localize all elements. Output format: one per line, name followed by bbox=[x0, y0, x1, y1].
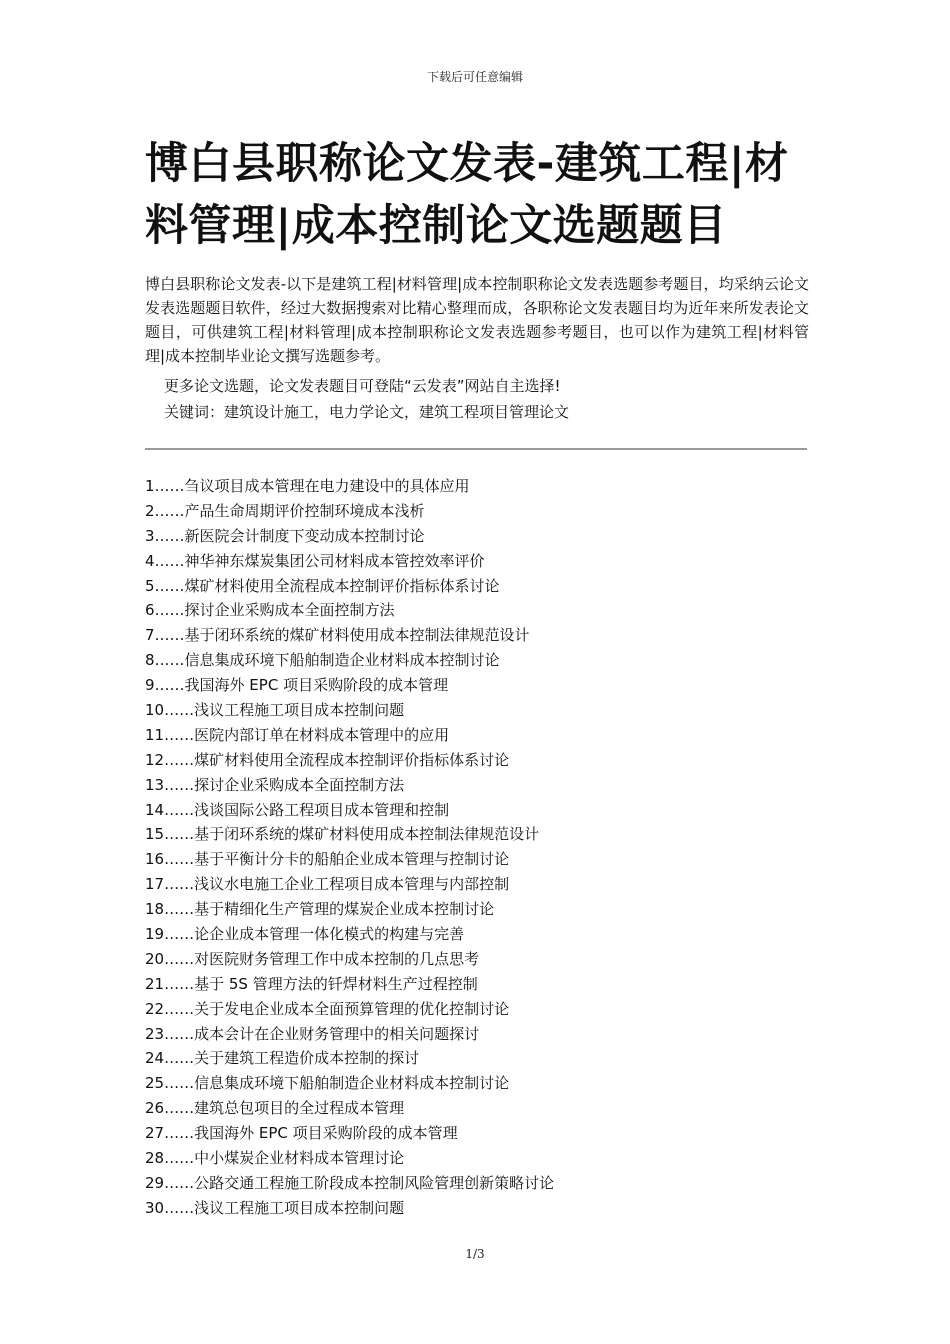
topic-item: 28……中小煤炭企业材料成本管理讨论 bbox=[145, 1149, 405, 1168]
topic-item: 21……基于 5S 管理方法的钎焊材料生产过程控制 bbox=[145, 974, 478, 993]
topic-item: 19……论企业成本管理一体化模式的构建与完善 bbox=[145, 925, 465, 944]
keywords-line: 关键词：建筑设计施工，电力学论文，建筑工程项目管理论文 bbox=[164, 403, 570, 421]
topic-item: 5……煤矿材料使用全流程成本控制评价指标体系讨论 bbox=[145, 576, 500, 595]
topic-item: 9……我国海外 EPC 项目采购阶段的成本管理 bbox=[145, 676, 449, 695]
more-topics-note: 更多论文选题，论文发表题目可登陆“云发表”网站自主选择! bbox=[164, 377, 561, 395]
topic-item: 18……基于精细化生产管理的煤炭企业成本控制讨论 bbox=[145, 900, 495, 919]
topic-item: 4……神华神东煤炭集团公司材料成本管控效率评价 bbox=[145, 551, 485, 570]
topic-item: 16……基于平衡计分卡的船舶企业成本管理与控制讨论 bbox=[145, 850, 510, 869]
topic-item: 14……浅谈国际公路工程项目成本管理和控制 bbox=[145, 800, 450, 819]
topic-item: 8……信息集成环境下船舶制造企业材料成本控制讨论 bbox=[145, 651, 500, 670]
page-number: 1/3 bbox=[465, 1247, 485, 1261]
topic-item: 25……信息集成环境下船舶制造企业材料成本控制讨论 bbox=[145, 1074, 510, 1093]
topic-item: 29……公路交通工程施工阶段成本控制风险管理创新策略讨论 bbox=[145, 1173, 555, 1192]
topic-item: 24……关于建筑工程造价成本控制的探讨 bbox=[145, 1049, 420, 1068]
topic-item: 11……医院内部订单在材料成本管理中的应用 bbox=[145, 725, 450, 744]
topic-item: 13……探讨企业采购成本全面控制方法 bbox=[145, 775, 405, 794]
topic-item: 22……关于发电企业成本全面预算管理的优化控制讨论 bbox=[145, 999, 510, 1018]
topic-item: 1……刍议项目成本管理在电力建设中的具体应用 bbox=[145, 477, 470, 495]
topic-item: 23……成本会计在企业财务管理中的相关问题探讨 bbox=[145, 1024, 480, 1043]
topic-item: 10……浅议工程施工项目成本控制问题 bbox=[145, 701, 405, 720]
topic-item: 26……建筑总包项目的全过程成本管理 bbox=[145, 1099, 405, 1118]
topic-item: 17……浅议水电施工企业工程项目成本管理与内部控制 bbox=[145, 875, 510, 894]
topic-item: 20……对医院财务管理工作中成本控制的几点思考 bbox=[145, 949, 480, 968]
topic-item: 15……基于闭环系统的煤矿材料使用成本控制法律规范设计 bbox=[145, 825, 540, 844]
intro-paragraph: 博白县职称论文发表-以下是建筑工程|材料管理|成本控制职称论文发表选题参考题目，均采纳云论文发表选题题目软件，经过大数据搜索对比精心整理而成，各职称论文发表题目均为近年来所发表论文题目，可供建筑工程|材料管理|成本控制职称论文发表选题参考题目，也可以作为建筑工程|材料管理|成本控制毕业论文撰写选题参考。 bbox=[145, 275, 809, 365]
topic-item: 12……煤矿材料使用全流程成本控制评价指标体系讨论 bbox=[145, 750, 510, 769]
topic-item: 30……浅议工程施工项目成本控制问题 bbox=[145, 1198, 405, 1217]
topic-item: 3……新医院会计制度下变动成本控制讨论 bbox=[145, 526, 425, 545]
topic-item: 6……探讨企业采购成本全面控制方法 bbox=[145, 601, 395, 620]
topic-item: 7……基于闭环系统的煤矿材料使用成本控制法律规范设计 bbox=[145, 626, 530, 645]
document-title: 博白县职称论文发表-建筑工程|材料管理|成本控制论文选题题目 bbox=[145, 139, 789, 251]
topic-list bbox=[145, 474, 809, 1221]
topic-item: 2……产品生命周期评价控制环境成本浅析 bbox=[145, 501, 425, 520]
topic-item: 27……我国海外 EPC 项目采购阶段的成本管理 bbox=[145, 1124, 458, 1143]
section-divider bbox=[145, 448, 807, 450]
page-header-note: 下载后可任意编辑 bbox=[426, 70, 523, 84]
